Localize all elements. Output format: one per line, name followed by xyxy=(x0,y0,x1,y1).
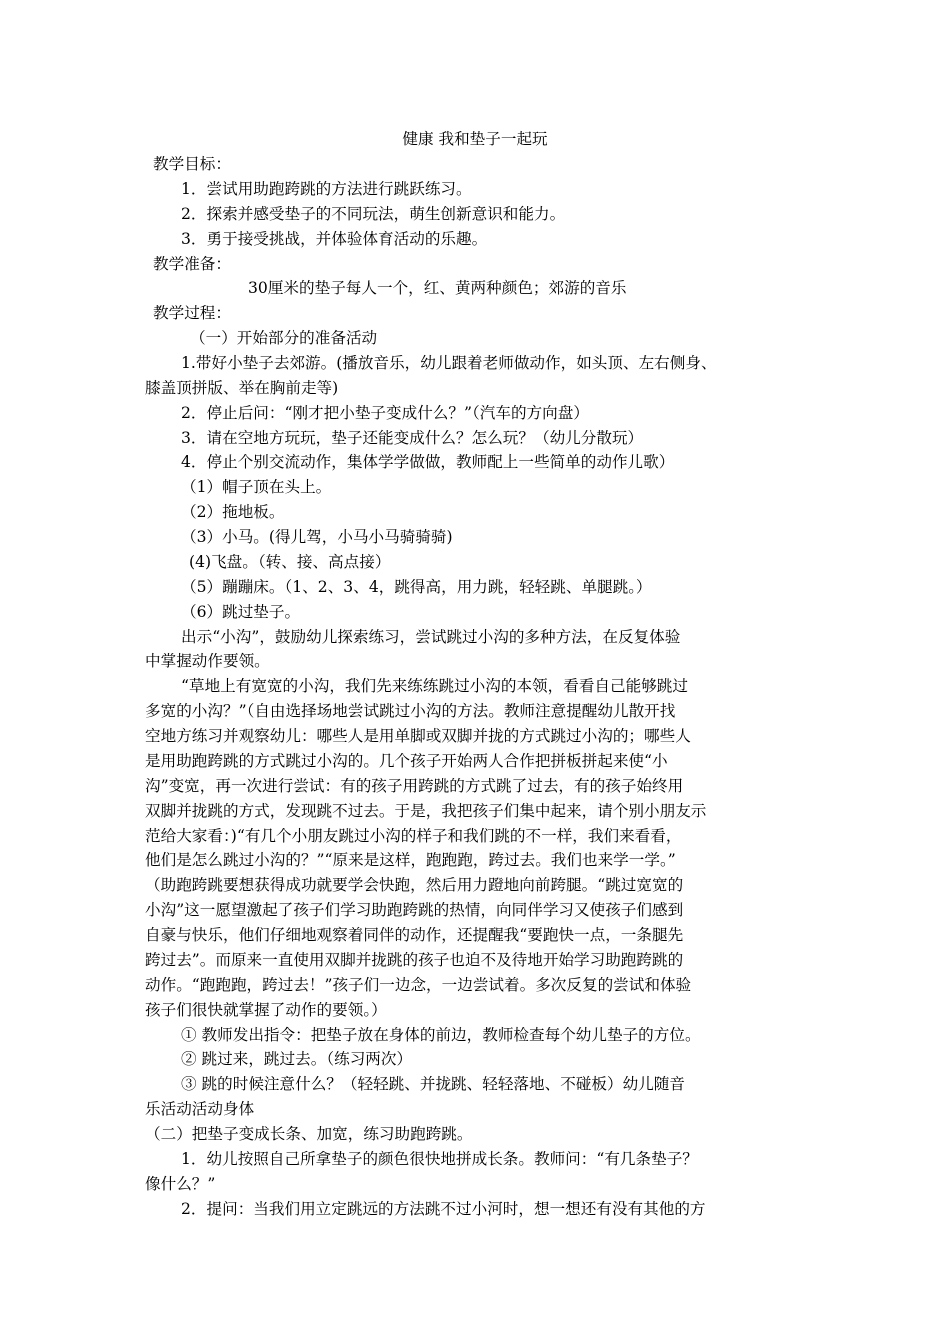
text-line: 3．勇于接受挑战，并体验体育活动的乐趣。 xyxy=(181,230,488,248)
text-line: ③ 跳的时候注意什么？（轻轻跳、并拢跳、轻轻落地、不碰板）幼儿随音 xyxy=(181,1075,685,1093)
text-line: （2）拖地板。 xyxy=(181,503,285,521)
text-line: 空地方练习并观察幼儿：哪些人是用单脚或双脚并拢的方式跳过小沟的；哪些人 xyxy=(145,727,691,745)
text-line: 他们是怎么跳过小沟的？”“原来是这样，跑跑跑，跨过去。我们也来学一学。” xyxy=(145,851,676,869)
text-line: 1.带好小垫子去郊游。(播放音乐，幼儿跟着老师做动作，如头顶、左右侧身、 xyxy=(181,354,717,372)
text-line: 小沟”这一愿望激起了孩子们学习助跑跨跳的热情，向同伴学习又使孩子们感到 xyxy=(145,901,684,919)
text-line: 跨过去”。而原来一直使用双脚并拢跳的孩子也迫不及待地开始学习助跑跨跳的 xyxy=(145,951,684,969)
text-line: 出示“小沟”，鼓励幼儿探索练习，尝试跳过小沟的多种方法，在反复体验 xyxy=(181,628,681,646)
text-line: 乐活动活动身体 xyxy=(145,1100,255,1118)
text-line: “草地上有宽宽的小沟，我们先来练练跳过小沟的本领，看看自己能够跳过 xyxy=(181,677,688,695)
text-line: 像什么？” xyxy=(145,1175,216,1193)
document-title: 健康 我和垫子一起玩 xyxy=(402,130,548,148)
section-heading: 教学准备： xyxy=(153,255,231,273)
text-line: 多宽的小沟？”（自由选择场地尝试跳过小沟的方法。教师注意提醒幼儿散开找 xyxy=(145,702,676,720)
text-line: （1）帽子顶在头上。 xyxy=(181,478,332,496)
text-line: 动作。“跑跑跑，跨过去！”孩子们一边念，一边尝试着。多次反复的尝试和体验 xyxy=(145,976,692,994)
text-line: 2．提问：当我们用立定跳远的方法跳不过小河时，想一想还有没有其他的方 xyxy=(181,1200,706,1218)
section-heading: 教学过程： xyxy=(153,304,231,322)
text-line: 3．请在空地方玩玩，垫子还能变成什么？怎么玩？（幼儿分散玩） xyxy=(181,429,644,447)
text-line: 30厘米的垫子每人一个，红、黄两种颜色；郊游的音乐 xyxy=(248,279,627,297)
text-line: ② 跳过来，跳过去。（练习两次） xyxy=(181,1050,413,1068)
text-line: 沟”变宽，再一次进行尝试：有的孩子用跨跳的方式跳了过去，有的孩子始终用 xyxy=(145,777,684,795)
text-line: 膝盖顶拼版、举在胸前走等) xyxy=(145,379,339,397)
text-line: 中掌握动作要领。 xyxy=(145,652,270,670)
text-line: 孩子们很快就掌握了动作的要领。） xyxy=(145,1001,387,1019)
text-line: 1．尝试用助跑跨跳的方法进行跳跃练习。 xyxy=(181,180,472,198)
text-line: 4．停止个别交流动作，集体学学做做，教师配上一些简单的动作儿歌） xyxy=(181,453,675,471)
text-line: 双脚并拢跳的方式，发现跳不过去。于是，我把孩子们集中起来，请个别小朋友示 xyxy=(145,802,707,820)
text-line: （一）开始部分的准备活动 xyxy=(190,329,378,347)
text-line: 1．幼儿按照自己所拿垫子的颜色很快地拼成长条。教师问：“有几条垫子？ xyxy=(181,1150,698,1168)
text-line: (4)飞盘。（转、接、高点接） xyxy=(189,553,391,571)
text-line: 2．停止后问：“刚才把小垫子变成什么？”（汽车的方向盘） xyxy=(181,404,589,422)
text-line: （6）跳过垫子。 xyxy=(181,603,301,621)
section-heading: 教学目标： xyxy=(153,155,231,173)
text-line: 自豪与快乐，他们仔细地观察着同伴的动作，还提醒我“要跑快一点，一条腿先 xyxy=(145,926,684,944)
text-line: ① 教师发出指令：把垫子放在身体的前边，教师检查每个幼儿垫子的方位。 xyxy=(181,1026,701,1044)
text-line: （助跑跨跳要想获得成功就要学会快跑，然后用力蹬地向前跨腿。“跳过宽宽的 xyxy=(145,876,684,894)
text-line: （3）小马。(得儿驾，小马小马骑骑骑) xyxy=(181,528,453,546)
text-line: （5）蹦蹦床。（1、2、3、4，跳得高，用力跳，轻轻跳、单腿跳。） xyxy=(181,578,652,596)
text-line: 是用助跑跨跳的方式跳过小沟的。几个孩子开始两人合作把拼板拼起来使“小 xyxy=(145,752,668,770)
section-heading: （二）把垫子变成长条、加宽，练习助跑跨跳。 xyxy=(145,1125,473,1143)
text-line: 2．探索并感受垫子的不同玩法，萌生创新意识和能力。 xyxy=(181,205,566,223)
text-line: 范给大家看：)“有几个小朋友跳过小沟的样子和我们跳的不一样，我们来看看， xyxy=(145,827,682,845)
